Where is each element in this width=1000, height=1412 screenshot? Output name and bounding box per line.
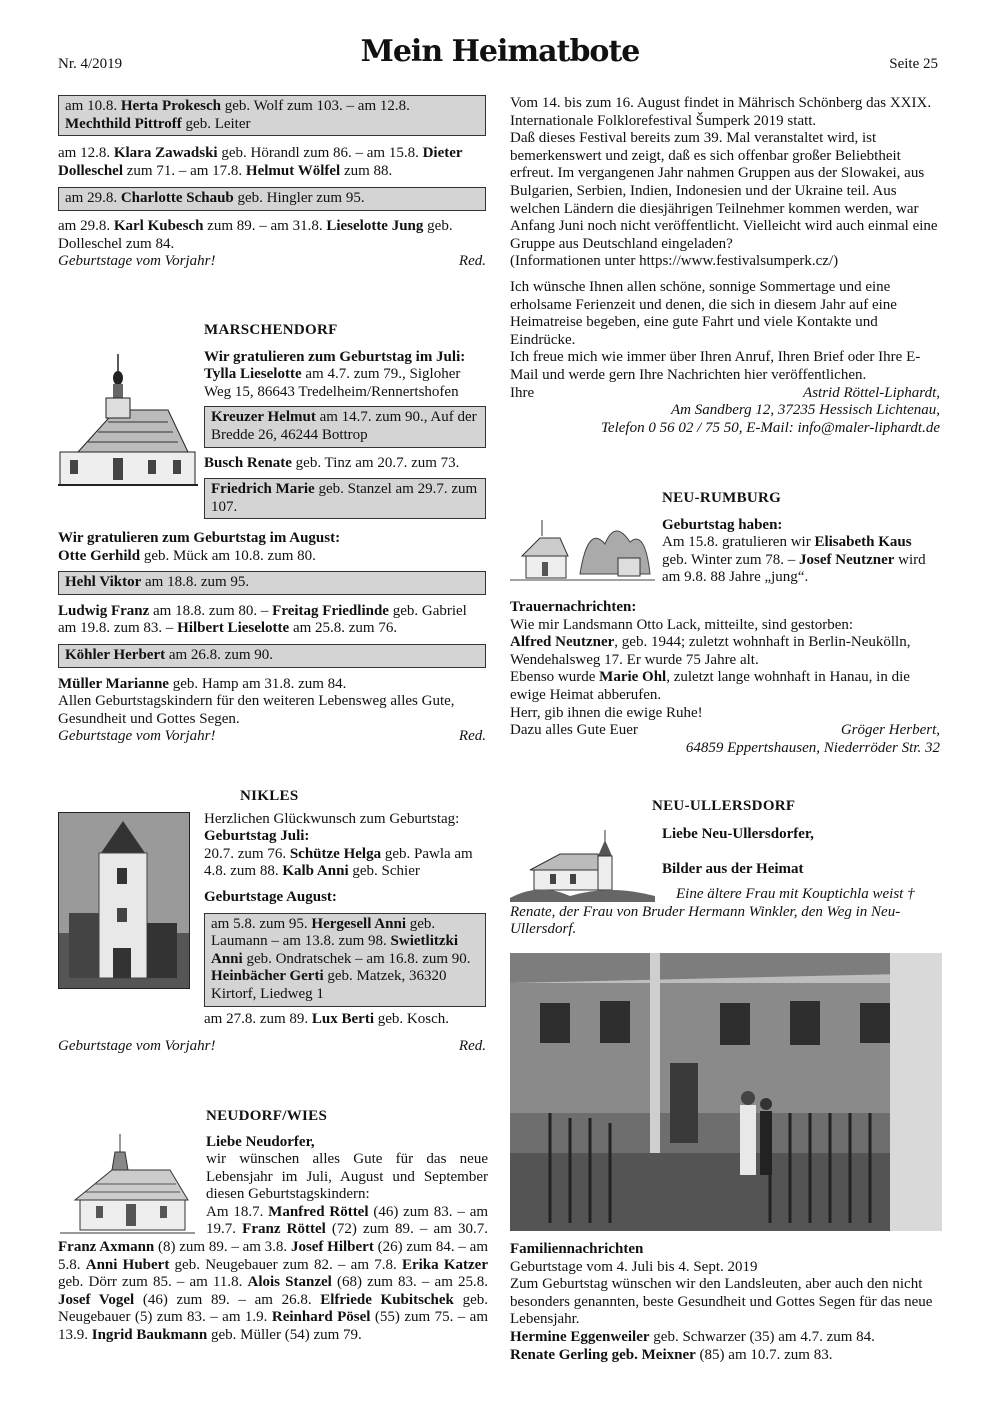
- marschendorf-section: [204, 322, 486, 519]
- paragraph: Zum Geburtstag wünschen wir den Landsleuten, aber auch den nicht besonders genannten, beste Gesundheit und Gottes Segen für das neue Lebensjahr.: [510, 1276, 933, 1328]
- intro: Wir gratulieren zum Geburtstag im August:: [58, 530, 341, 546]
- closing: Allen Geburtstagskindern für den weiteren Lebensweg alles Gute, Gesundheit und Gottes Segen.: [58, 693, 455, 727]
- section-title: NEU-ULLERSDORF: [652, 798, 796, 814]
- subheading: Geburtstag haben:: [662, 516, 783, 533]
- paragraph: Daß dieses Festival bereits zum 39. Mal veranstaltet wird, ist bemerkenswert und zeigt, daß es sich offenbar großer Beliebtheit erfreut. Im vergangenen Jahr nahmen Gruppen aus der Slowakei, aus Bulgarien, Serbien, Indien, Indonesien und der Ukraine teil. Aus welchen Ländern die diesjährigen Teilnehmer kommen werden, war Anfang Juni noch nicht veröffentlicht. Vielleicht wird auch einmal eine Gruppe aus Deutschland eingeladen?: [510, 130, 938, 252]
- section-title: NEUDORF/WIES: [206, 1108, 328, 1124]
- highlight-box: am 29.8. Charlotte Schaub geb. Hingler zum 95.: [58, 187, 486, 211]
- highlight-box: Hehl Viktor am 18.8. zum 95.: [58, 571, 486, 595]
- masthead-title: Mein Heimatbote: [360, 34, 640, 69]
- church-drawing: [58, 352, 198, 487]
- birthday-entry: Renate Gerling geb. Meixner (85) am 10.7. zum 83.: [510, 1346, 833, 1363]
- left-top-section: [58, 95, 486, 271]
- highlight-box: Friedrich Marie geb. Stanzel am 29.7. zum 107.: [204, 478, 486, 519]
- paragraph: Herr, gib ihnen die ewige Ruhe!: [510, 704, 703, 721]
- intro: Herzlichen Glückwunsch zum Geburtstag:: [204, 810, 460, 827]
- section-title: NEU-RUMBURG: [662, 490, 782, 506]
- paragraph: Ich freue mich wie immer über Ihren Anruf, Ihren Brief oder Ihre E-Mail und werde gern Ihre Nachrichten hier veröffentlichen.: [510, 349, 921, 383]
- page-number: Seite 25: [889, 56, 938, 72]
- greeting: Liebe Neu-Ullersdorfer,: [662, 825, 814, 842]
- highlight-box: Kreuzer Helmut am 14.7. zum 90., Auf der Bredde 26, 46244 Bottrop: [204, 406, 486, 447]
- paragraph: Alfred Neutzner, geb. 1944; zuletzt wohnhaft in Berlin-Neukölln, Wendehalsweg 17. Er wurde 75 Jahre alt.: [510, 634, 911, 668]
- issue-number: Nr. 4/2019: [58, 56, 123, 72]
- neudorf-text: [58, 1151, 488, 1345]
- highlight-box: am 5.8. zum 95. Hergesell Anni geb. Laumann – am 13.8. zum 98. Swietlitzki Anni geb. Ondratschek – am 16.8. zum 90. Heinbächer Gerti geb. Matzek, 36320 Kirtorf, Liedweg 1: [204, 913, 486, 1007]
- birthday-entry: Am 15.8. gratulieren wir Elisabeth Kaus geb. Winter zum 78. – Josef Neutzner wird am 9.8. 88 Jahre „jung“.: [662, 534, 926, 586]
- paragraph: Vom 14. bis zum 16. August findet in Mährisch Schönberg das XXIX. Internationale Folklorefestival Šumperk 2019 statt.: [510, 95, 932, 129]
- nikles-section: [204, 788, 486, 1028]
- section-title: NIKLES: [240, 788, 299, 804]
- neudorf-body: wir wünschen alles Gute für das neue Lebensjahr im Juli, August und September diesen Geburtstagskindern: Am 18.7. Manfred Röttel (46) zum 83. – am 19.7. Franz Röttel (72) zum 89. – am 30.7. Franz Axmann (8) zum 89. – am 3.8. Josef Hilbert (26) zum 84. – am 5.8. Anni Hubert geb. Neugebauer zum 82. – am 7.8. Erika Katzer geb. Dörr zum 85. – am 11.8. Alois Stanzel (68) zum 83. – am 25.8. Josef Vogel (46) zum 89. – am 26.8. Elfriede Kubitschek geb. Neugebauer (5) zum 83. – am 1.9. Reinhard Pösel (55) zum 75. – am 13.9. Ingrid Baukmann geb. Müller (54) zum 79.: [58, 1151, 489, 1343]
- signature-row: Dazu alles Gute Euer Gröger Herbert,: [510, 722, 940, 739]
- signature-row: Ihre Astrid Röttel-Liphardt,: [510, 384, 940, 401]
- neuullersdorf-house-photo: [510, 953, 942, 1231]
- neuullersdorf-section: [652, 798, 940, 879]
- birthday-entry: Hermine Eggenweiler geb. Schwarzer (35) am 4.7. zum 84.: [510, 1328, 875, 1345]
- subheading: Bilder aus der Heimat: [662, 861, 804, 878]
- subheading: Familiennachrichten: [510, 1241, 644, 1257]
- paragraph: Geburtstage vom 4. Juli bis 4. Sept. 2019: [510, 1258, 758, 1275]
- marschendorf-august: [58, 530, 486, 746]
- birthday-entry: Tylla Lieselotte am 4.7. zum 79., Sigloher Weg 15, 86643 Tredelheim/Rennertshofen: [204, 366, 461, 400]
- subheading: Geburtstag Juli:: [204, 828, 310, 845]
- address: Am Sandberg 12, 37235 Hessisch Lichtenau,: [670, 402, 940, 419]
- birthday-entry: Müller Marianne geb. Hamp am 31.8. zum 84.: [58, 675, 347, 692]
- neurumburg-mourning: [510, 599, 940, 757]
- paragraph: Ebenso wurde Marie Ohl, zuletzt lange wohnhaft in Hanau, in die ewige Heimat abberufen.: [510, 669, 910, 703]
- birthday-entry: 20.7. zum 76. Schütze Helga geb. Pawla am 4.8. zum 88. Kalb Anni geb. Schier: [204, 845, 473, 880]
- neurumburg-church-drawing: [510, 514, 655, 584]
- highlight-box: am 10.8. Herta Prokesch geb. Wolf zum 103. – am 12.8. Mechthild Pittroff geb. Leiter: [58, 95, 486, 136]
- birthday-entry: Busch Renate geb. Tinz am 20.7. zum 73.: [204, 454, 460, 471]
- birthday-entry: Ludwig Franz am 18.8. zum 80. – Freitag Friedlinde geb. Gabriel am 19.8. zum 83. – Hilbert Lieselotte am 25.8. zum 76.: [58, 602, 467, 637]
- birthday-paragraph: am 29.8. Karl Kubesch zum 89. – am 31.8. Lieselotte Jung geb. Dolleschel zum 84.: [58, 217, 453, 252]
- birthday-paragraph: am 12.8. Klara Zawadski geb. Hörandl zum 86. – am 15.8. Dieter Dolleschel zum 71. – am 17.8. Helmut Wölfel zum 88.: [58, 145, 463, 179]
- contact: Telefon 0 56 02 / 75 50, E-Mail: info@maler-liphardt.de: [600, 419, 940, 436]
- address: 64859 Eppertshausen, Niederröder Str. 32: [685, 739, 940, 756]
- intro: Wir gratulieren zum Geburtstag im Juli:: [204, 348, 466, 365]
- paragraph: Ich wünsche Ihnen allen schöne, sonnige Sommertage und eine erholsame Ferienzeit und denen, die sich in diesem Jahr auf eine Heimatreise begeben, eine gute Fahrt und viele Kontakte und Eindrücke.: [510, 278, 897, 348]
- signature-row: Geburtstage vom Vorjahr! Red.: [58, 728, 486, 745]
- neurumburg-section: [662, 490, 940, 587]
- signature-row: Geburtstage vom Vorjahr! Red.: [58, 253, 486, 270]
- birthday-entry: am 27.8. zum 89. Lux Berti geb. Kosch.: [204, 1010, 449, 1027]
- paragraph: Wie mir Landsmann Otto Lack, mitteilte, sind gestorben:: [510, 616, 854, 633]
- family-news-section: [510, 1241, 940, 1364]
- greeting: Liebe Neudorfer,: [206, 1133, 315, 1150]
- highlight-box: Köhler Herbert am 26.8. zum 90.: [58, 644, 486, 668]
- right-top-section: [510, 95, 940, 437]
- paragraph: (Informationen unter https://www.festivalsumperk.cz/): [510, 253, 839, 270]
- subheading: Geburtstage August:: [204, 888, 337, 905]
- birthday-entry: Otte Gerhild geb. Mück am 10.8. zum 80.: [58, 547, 316, 564]
- neudorf-section: [206, 1108, 486, 1151]
- signature-row: Geburtstage vom Vorjahr! Red.: [58, 1038, 486, 1054]
- photo-caption: Eine ältere Frau mit Kouptichla weist † Renate, der Frau von Bruder Hermann Winkler, den Weg in Neu-Ullersdorf.: [510, 886, 915, 938]
- section-title: MARSCHENDORF: [204, 322, 338, 338]
- subheading: Trauernachrichten:: [510, 599, 637, 615]
- nikles-church-photo: [58, 812, 190, 989]
